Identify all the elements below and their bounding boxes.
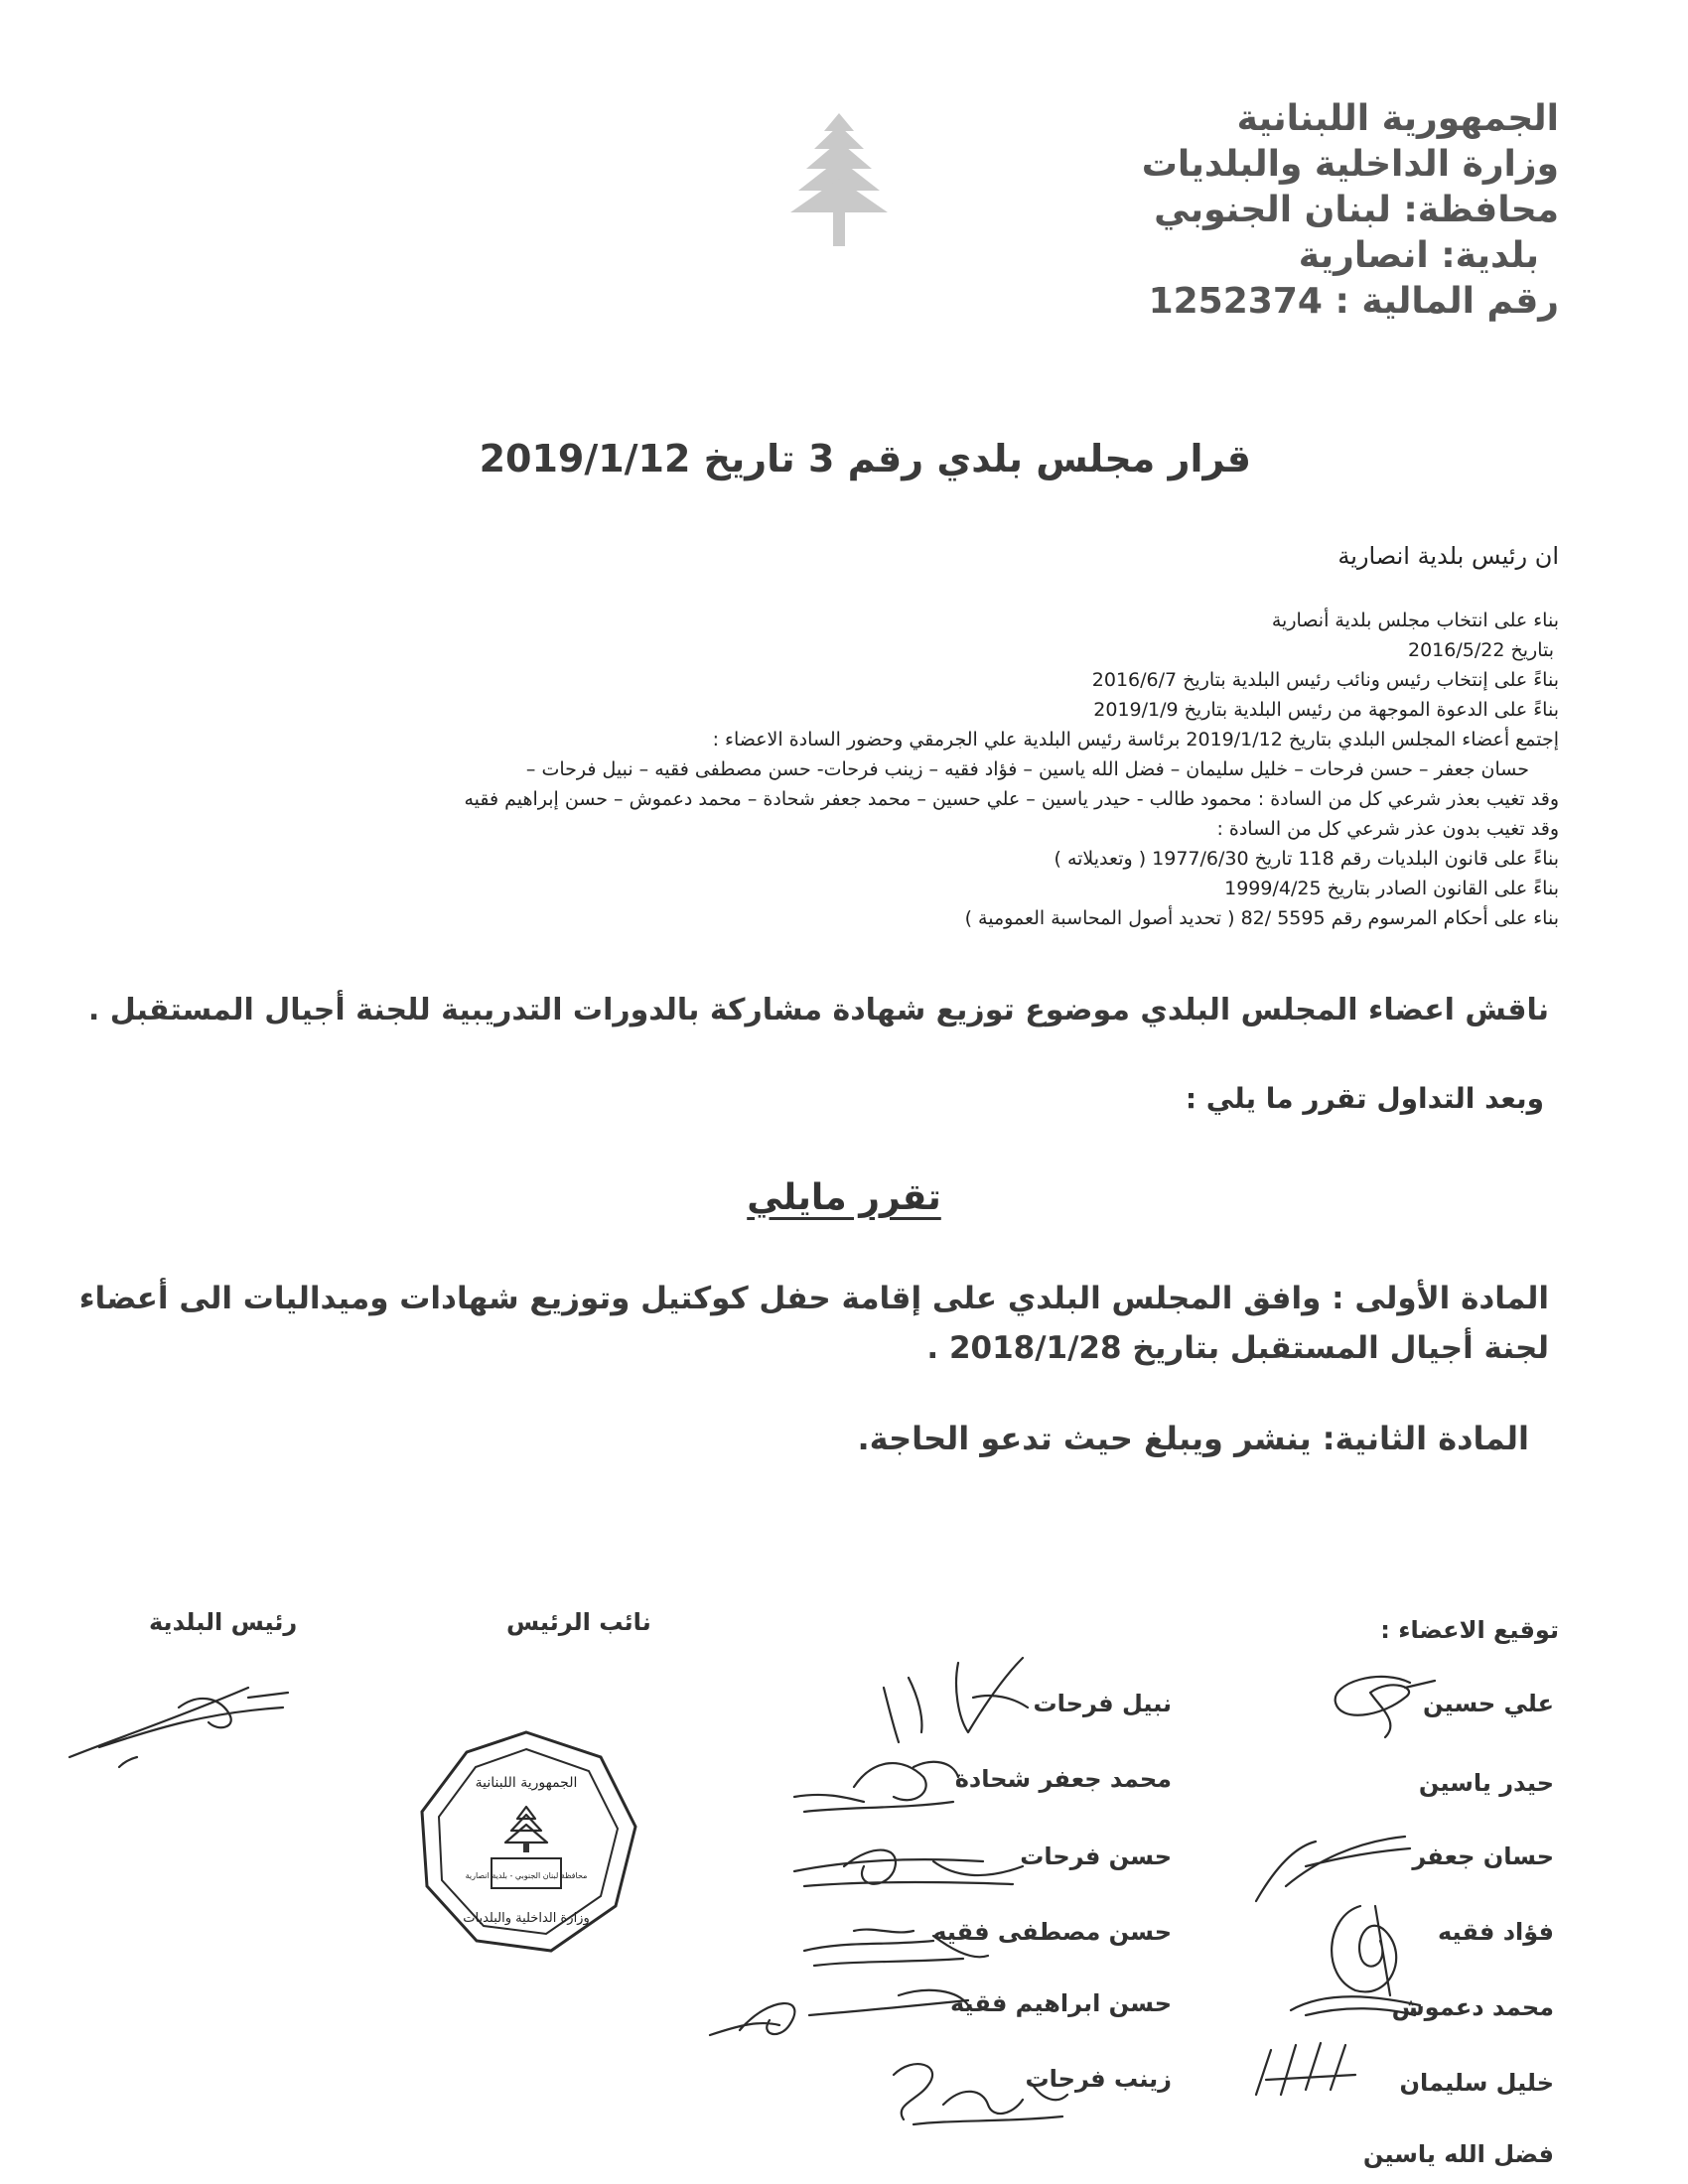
header-municipality: بلدية: انصارية xyxy=(1298,235,1539,276)
member-name: فؤاد فقيه xyxy=(1438,1918,1554,1946)
preamble-line: وقد تغيب بعذر شرعي كل من السادة : محمود طالب - حيدر ياسين – علي حسين – محمد جعفر شحادة – محمد دعموش – حسن إبراهيم فقيه xyxy=(464,788,1559,810)
member-name: نبيل فرحات xyxy=(1033,1690,1172,1717)
members-signature-label: توقيع الاعضاء : xyxy=(1380,1616,1559,1644)
member-name: حسن ابراهيم فقيه xyxy=(949,1989,1172,2017)
member-name: علي حسين xyxy=(1423,1690,1554,1717)
signature-hassan-farhat xyxy=(784,1827,1033,1906)
header-financial-number: رقم المالية : 1252374 xyxy=(1148,281,1559,322)
preamble-line: بناءً على قانون البلديات رقم 118 تاريخ 1977/6/30 ( وتعديلاته ) xyxy=(1054,848,1559,870)
signature-hassan-jaafar xyxy=(1246,1827,1415,1906)
signature-mayor xyxy=(60,1668,298,1767)
stamp-top-text: الجمهورية اللبنانية xyxy=(475,1775,578,1791)
cedar-emblem-icon xyxy=(784,109,894,258)
header-ministry: وزارة الداخلية والبلديات xyxy=(1141,144,1559,185)
preamble-line: وقد تغيب بدون عذر شرعي كل من السادة : xyxy=(1216,818,1559,840)
preamble-line: بناءً على إنتخاب رئيس ونائب رئيس البلدية بتاريخ 2016/6/7 xyxy=(1091,669,1559,691)
stamp-center-text: محافظة لبنان الجنوبي - بلدية انصارية xyxy=(465,1871,588,1880)
signature-zeinab-farhat xyxy=(874,2045,1072,2134)
preamble-line: بناء على أحكام المرسوم رقم 5595 /82 ( تحديد أصول المحاسبة العمومية ) xyxy=(964,907,1559,929)
preamble-line: حسان جعفر – حسن فرحات – خليل سليمان – فضل الله ياسين – فؤاد فقيه – زينب فرحات- حسن مصطفى فقيه – نبيل فرحات – xyxy=(525,758,1529,780)
article-two: المادة الثانية: ينشر ويبلغ حيث تدعو الحاجة. xyxy=(857,1420,1529,1457)
preamble-line: بناءً على القانون الصادر بتاريخ 1999/4/25 xyxy=(1224,878,1559,899)
signature-nabil-farhat xyxy=(864,1648,1033,1747)
member-name: حسان جعفر xyxy=(1412,1843,1554,1870)
preamble-line: إجتمع أعضاء المجلس البلدي بتاريخ 2019/1/12 برئاسة رئيس البلدية علي الجرمقي وحضور السادة الاعضاء : xyxy=(712,729,1559,751)
member-name: محمد دعموش xyxy=(1391,1993,1554,2021)
member-name: زينب فرحات xyxy=(1025,2065,1172,2093)
preamble-line: بتاريخ 2016/5/22 xyxy=(1408,639,1554,661)
member-name: خليل سليمان xyxy=(1399,2069,1554,2097)
decision-heading-wrap xyxy=(0,1177,1688,1218)
member-name: محمد جعفر شحادة xyxy=(954,1765,1172,1793)
article-one-line-2: لجنة أجيال المستقبل بتاريخ 2018/1/28 . xyxy=(926,1330,1549,1366)
signature-hassan-mustafa-fakih xyxy=(794,1911,993,1980)
signature-khalil-suleiman xyxy=(1246,2035,1385,2105)
deliberation-line: وبعد التداول تقرر ما يلي : xyxy=(1185,1082,1544,1115)
member-name: حسن مصطفى فقيه xyxy=(932,1918,1172,1946)
preamble-line: بناء على انتخاب مجلس بلدية أنصارية xyxy=(1271,610,1559,631)
intro-line: ان رئيس بلدية انصارية xyxy=(1337,542,1559,570)
member-name: حسن فرحات xyxy=(1020,1843,1172,1870)
stamp-bottom-text: وزارة الداخلية والبلديات xyxy=(463,1911,590,1926)
signature-mohammad-jaafar-chehade xyxy=(784,1747,963,1827)
article-one-line-1: المادة الأولى : وافق المجلس البلدي على إقامة حفل كوكتيل وتوزيع شهادات وميداليات الى أعضاء xyxy=(78,1281,1549,1316)
preamble-line: بناءً على الدعوة الموجهة من رئيس البلدية بتاريخ 2019/1/9 xyxy=(1093,699,1559,721)
header-governorate: محافظة: لبنان الجنوبي xyxy=(1154,190,1559,230)
mayor-label: رئيس البلدية xyxy=(149,1608,298,1636)
decision-title: قرار مجلس بلدي رقم 3 تاريخ 2019/1/12 xyxy=(479,437,1251,480)
member-name: حيدر ياسين xyxy=(1418,1769,1554,1797)
signature-ali-hussein xyxy=(1311,1663,1440,1742)
discussion-paragraph: ناقش اعضاء المجلس البلدي موضوع توزيع شهادة مشاركة بالدورات التدريبية للجنة أجيال المستقبل . xyxy=(87,993,1549,1027)
decision-heading: تقرر مايلي xyxy=(747,1177,941,1218)
deputy-mayor-label: نائب الرئيس xyxy=(506,1608,651,1636)
signature-mohammad-daamouch xyxy=(1286,1985,1425,2025)
member-name: فضل الله ياسين xyxy=(1362,2140,1554,2168)
official-stamp xyxy=(412,1727,640,1956)
signature-hassan-ibrahim-fakih xyxy=(700,1976,978,2055)
header-republic: الجمهورية اللبنانية xyxy=(1236,98,1559,139)
